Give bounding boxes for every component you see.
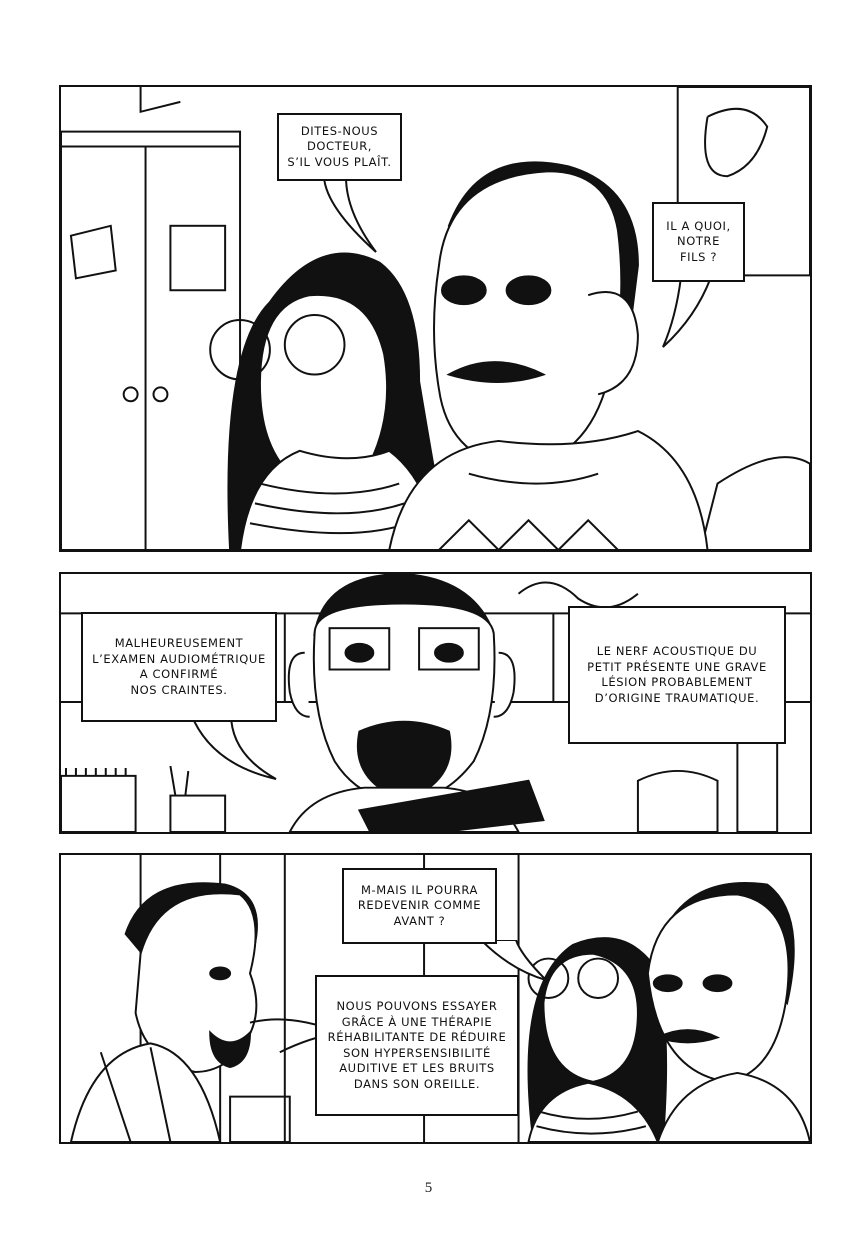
speech-line: LE NERF ACOUSTIQUE DU	[596, 644, 758, 658]
speech-tail-father	[661, 277, 721, 352]
speech-line: SON HYPERSENSIBILITÉ	[343, 1045, 491, 1060]
speech-bubble-doctor	[315, 975, 519, 1116]
page-number: 5	[424, 1180, 433, 1196]
speech-line: DITES-NOUS	[300, 123, 379, 138]
speech-line: PETIT PRÉSENTE UNE GRAVE	[587, 659, 767, 674]
speech-line: DOCTEUR,	[306, 139, 373, 154]
speech-line: NOUS POUVONS ESSAYER	[336, 999, 498, 1013]
speech-line: DANS SON OREILLE.	[353, 1076, 481, 1091]
speech-line: AUDITIVE ET LES BRUITS	[339, 1061, 495, 1075]
speech-line: D’ORIGINE TRAUMATIQUE.	[594, 690, 760, 705]
speech-bubble-doctor-right	[568, 606, 786, 744]
speech-line: NOTRE	[677, 234, 720, 249]
speech-line: REDEVENIR COMME	[357, 898, 482, 913]
speech-line: IL A QUOI,	[666, 218, 731, 233]
speech-line: FILS ?	[679, 249, 718, 264]
speech-bubble-parents	[342, 868, 497, 944]
speech-line: M-MAIS IL POURRA	[360, 882, 479, 897]
speech-line: A CONFIRMÉ	[139, 667, 219, 681]
speech-bubble-father	[652, 202, 745, 282]
speech-line: LÉSION PROBABLEMENT	[601, 675, 753, 689]
comic-panel-3	[59, 853, 812, 1144]
speech-tail-doctor-left	[181, 714, 281, 784]
speech-tail-mother	[316, 177, 386, 257]
comic-panel-1	[59, 85, 812, 552]
speech-line: NOS CRAINTES.	[130, 682, 228, 697]
speech-bubble-doctor-left	[81, 612, 277, 722]
speech-bubble-mother	[277, 113, 402, 181]
speech-line: L’EXAMEN AUDIOMÉTRIQUE	[92, 651, 266, 666]
speech-line: GRÂCE À UNE THÉRAPIE	[341, 1014, 493, 1029]
speech-line: RÉHABILITANTE DE RÉDUIRE	[327, 1030, 507, 1044]
speech-line: S’IL VOUS PLAÎT.	[287, 154, 392, 169]
speech-line: AVANT ?	[393, 913, 446, 928]
comic-panel-2	[59, 572, 812, 834]
speech-line: MALHEUREUSEMENT	[114, 636, 244, 650]
